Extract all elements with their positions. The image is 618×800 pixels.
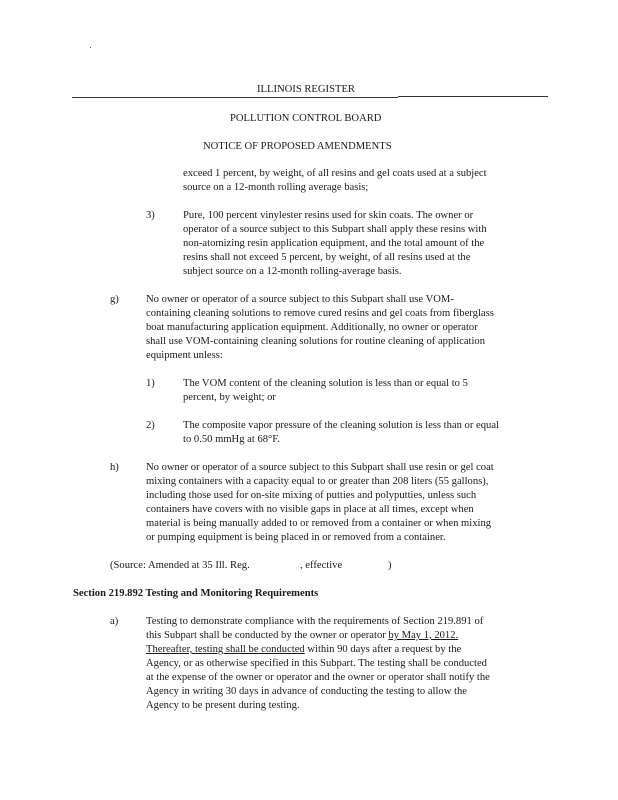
source-note-close: ) <box>388 560 392 571</box>
para-g-line: shall use VOM-containing cleaning solutions for routine cleaning of application <box>146 336 486 347</box>
register-title: ILLINOIS REGISTER <box>257 84 355 95</box>
header-rule-left <box>72 97 398 98</box>
para-a-line: Testing to demonstrate compliance with the requirements of Section 219.891 of <box>146 616 484 627</box>
para-g-line: containing cleaning solutions to remove cured resins and gel coats from fiberglass <box>146 308 494 319</box>
item-3-line: operator of a source subject to this Subpart shall apply these resins with <box>183 224 487 235</box>
para-a-line: Agency, or as otherwise specified in this Subpart. The testing shall be conducted <box>146 658 487 669</box>
para-a-line: at the expense of the owner or operator and the owner or operator shall notify the <box>146 672 490 683</box>
para-g-item-2-label: 2) <box>146 420 155 431</box>
para-a-text: this Subpart shall be conducted by the owner or operator <box>146 630 389 641</box>
continuation-line: source on a 12-month rolling average basis; <box>183 182 369 193</box>
item-3-line: subject source on a 12-month rolling-average basis. <box>183 266 402 277</box>
para-a-line-3 <box>146 643 461 656</box>
para-h-line: containers have covers with no visible gaps in place at all times, except when <box>146 504 474 515</box>
para-h-line: mixing containers with a capacity equal to or greater than 208 liters (55 gallons), <box>146 476 489 487</box>
para-a-label: a) <box>110 616 119 627</box>
para-g-line: boat manufacturing application equipment. Additionally, no owner or operator <box>146 322 478 333</box>
header-rule-right <box>398 96 548 97</box>
para-h-line: No owner or operator of a source subject to this Subpart shall use resin or gel coat <box>146 462 494 473</box>
para-g-line: No owner or operator of a source subject to this Subpart shall use VOM- <box>146 294 454 305</box>
para-a-line: Agency in writing 30 days in advance of conducting the testing to allow the <box>146 686 467 697</box>
para-a-inserted-text: by May 1, 2012. <box>388 630 459 641</box>
para-h-line: including those used for on-site mixing of putties and polyputties, unless such <box>146 490 477 501</box>
notice-title: NOTICE OF PROPOSED AMENDMENTS <box>203 141 392 152</box>
para-a-line: Agency to be present during testing. <box>146 700 300 711</box>
para-g-item-2-line: The composite vapor pressure of the cleaning solution is less than or equal <box>183 420 499 431</box>
scan-speck <box>90 47 91 48</box>
para-g-item-2-line: to 0.50 mmHg at 68°F. <box>183 434 280 445</box>
para-h-line: material is being manually added to or removed from a container or when mixing <box>146 518 492 529</box>
source-note-effective: , effective <box>300 560 343 571</box>
para-g-line: equipment unless: <box>146 350 223 361</box>
board-title: POLLUTION CONTROL BOARD <box>230 113 382 124</box>
para-h-label: h) <box>110 462 119 473</box>
continuation-line: exceed 1 percent, by weight, of all resins and gel coats used at a subject <box>183 168 487 179</box>
item-3-label: 3) <box>146 210 155 221</box>
para-g-label: g) <box>110 294 119 305</box>
item-3-line: resins shall not exceed 5 percent, by weight, of all resins used at the <box>183 252 471 263</box>
para-a-text: within 90 days after a request by the <box>304 644 462 655</box>
section-heading: Section 219.892 Testing and Monitoring Requirements <box>73 588 319 599</box>
item-3-line: Pure, 100 percent vinylester resins used for skin coats. The owner or <box>183 210 474 221</box>
source-note-prefix: (Source: Amended at 35 Ill. Reg. <box>110 560 250 571</box>
para-h-line: or pumping equipment is being placed in or removed from a container. <box>146 532 446 543</box>
para-g-item-1-label: 1) <box>146 378 155 389</box>
item-3-line: non-atomizing resin application equipment, and the total amount of the <box>183 238 485 249</box>
para-a-inserted-text: Thereafter, testing shall be conducted <box>146 644 305 655</box>
para-g-item-1-line: percent, by weight; or <box>183 392 276 403</box>
para-a-line-2 <box>146 629 458 642</box>
para-g-item-1-line: The VOM content of the cleaning solution is less than or equal to 5 <box>183 378 468 389</box>
